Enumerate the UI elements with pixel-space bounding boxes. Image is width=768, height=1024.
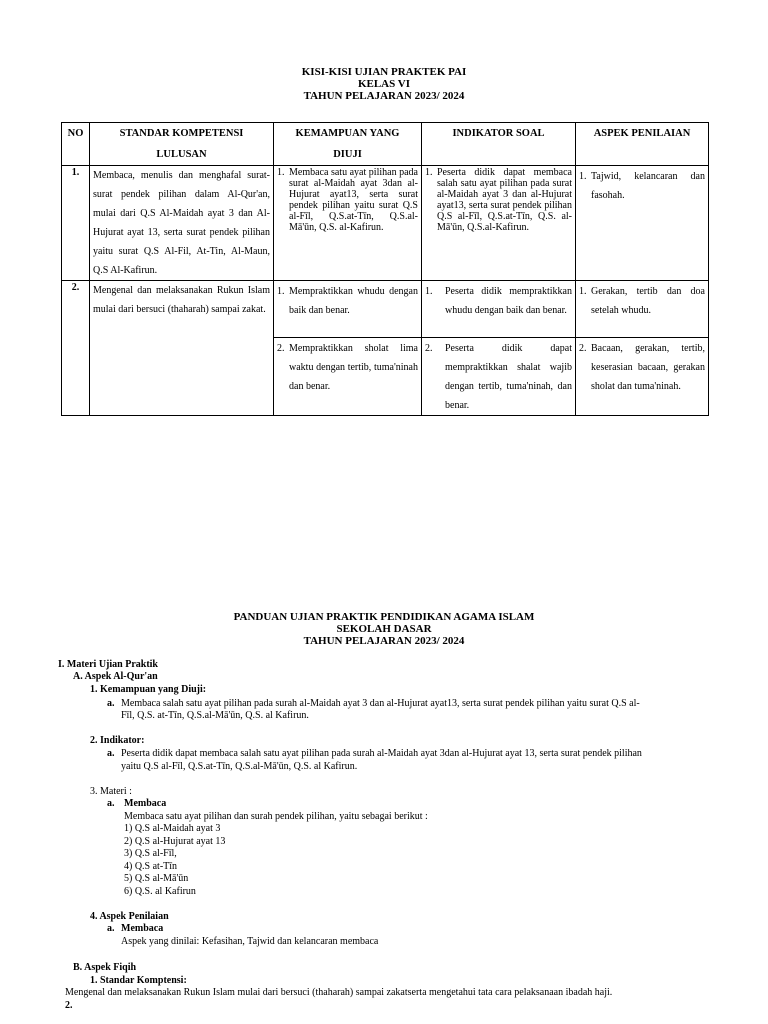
row2-kemampuan-a-cell [274, 281, 422, 338]
row2-indikator-a-num: 1. [425, 286, 433, 297]
row2-kemampuan-a: Mempraktikkan whudu dengan baik dan benar. [289, 286, 418, 316]
indikator-heading: 2. Indikator: [90, 735, 145, 746]
header-standar [90, 123, 274, 166]
row1-aspek-cell [576, 166, 709, 281]
row2-kemampuan-b-num: 2. [277, 343, 285, 354]
header-kemampuan-line2: DIUJI [333, 149, 362, 160]
list-item: 1) Q.S al-Maidah ayat 3 [124, 823, 221, 834]
kemampuan-a-line1: Membaca salah satu ayat pilihan pada surah al-Maidah ayat 3 dan al-Hujurat ayat13, serta surat pendek pilihan yaitu surat Q.S al- [121, 698, 640, 709]
table-header-row [62, 123, 709, 166]
header-standar-line2: LULUSAN [156, 149, 207, 160]
kisi-kisi-table [61, 122, 709, 416]
row1-kemampuan-cell [274, 166, 422, 281]
row1-no: 1. [62, 166, 90, 281]
kisi-title-line2: KELAS VI [357, 78, 411, 90]
kemampuan-a-line2: Fīl, Q.S. at-Tīn, Q.S.al-Mā'ūn, Q.S. al Kafirun. [121, 710, 309, 721]
row2-kemampuan-b-cell [274, 338, 422, 416]
row1-standar: Membaca, menulis dan menghafal surat-surat pendek pilihan dalam Al-Qur'an, mulai dari Q.S Al-Maidah ayat 3 dan Al-Hujurat ayat 13, serta surat pendek pilihan yaitu surat Q.S Al-Fil, At-Tin, Al-Maun, Q.S Al-Kafirun. [90, 166, 274, 281]
row2-standar: Mengenal dan melaksanakan Rukun Islam mulai dari bersuci (thaharah) sampai zakat. [90, 281, 274, 416]
row1-indikator: Peserta didik dapat membaca salah satu ayat pilihan pada surat al-Maidah ayat 3 dan al-Hujurat ayat13, serta surat pendek pilihan Q.S al-Fīl, Q.S.at-Tīn, Q.S. al-Mā'ūn, Q.S.al-Kafirun. [437, 167, 572, 233]
header-standar-line1: STANDAR KOMPETENSI [119, 128, 244, 139]
table-row [62, 166, 709, 281]
indikator-a-label: a. [107, 748, 115, 759]
row1-indikator-cell [422, 166, 576, 281]
row1-kemampuan: Membaca satu ayat pilihan pada surat al-Maidah ayat 3dan al-Hujurat ayat13, serta surat pendek pilihan yaitu surat Q.S al-Fīl, Q.S.at-Tīn, Q.S.al-Mā'ūn, Q.S. al-Kafirun. [289, 167, 418, 233]
header-aspek: ASPEK PENILAIAN [576, 123, 709, 166]
row2-kemampuan-a-num: 1. [277, 286, 285, 297]
header-kemampuan-line1: KEMAMPUAN YANG [295, 128, 400, 139]
kemampuan-heading: 1. Kemampuan yang Diuji: [90, 684, 207, 695]
sub-aspek-fiqih: B. Aspek Fiqih [73, 962, 137, 973]
header-indikator: INDIKATOR SOAL [422, 123, 576, 166]
row2-no: 2. [62, 281, 90, 416]
table-row [62, 281, 709, 338]
row1-indikator-num: 1. [425, 167, 433, 178]
aspek-a-text: Aspek yang dinilai: Kefasihan, Tajwid dan kelancaran membaca [121, 936, 379, 947]
row1-kemampuan-num: 1. [277, 167, 285, 178]
row2-aspek-a-num: 1. [579, 286, 587, 297]
row2-indikator-a-cell [422, 281, 576, 338]
row2-aspek-b-cell [576, 338, 709, 416]
row2-indikator-a: Peserta didik mempraktikkan whudu dengan baik dan benar. [445, 286, 572, 316]
aspek-a-title: Membaca [121, 923, 164, 934]
kemampuan-a-label: a. [107, 698, 115, 709]
materi-heading: 3. Materi : [90, 786, 132, 797]
row2-aspek-a: Gerakan, tertib dan doa setelah whudu. [591, 286, 705, 316]
panduan-title-line2: SEKOLAH DASAR [336, 623, 432, 635]
row2-aspek-b-num: 2. [579, 343, 587, 354]
indikator-a-line2: yaitu Q.S al-Fīl, Q.S.at-Tīn, Q.S.al-Mā'ūn, Q.S. al Kafirun. [121, 761, 358, 772]
row2-aspek-a-cell [576, 281, 709, 338]
list-item: 6) Q.S. al Kafirun [124, 886, 196, 897]
panduan-title-line3: TAHUN PELAJARAN 2023/ 2024 [303, 635, 465, 647]
indikator-a-line1: Peserta didik dapat membaca salah satu ayat pilihan pada surah al-Maidah ayat 3dan al-Hujurat ayat 13, serta surat pendek pilihan [121, 748, 642, 759]
kisi-title-line1: KISI-KISI UJIAN PRAKTEK PAI [301, 66, 467, 78]
list-item: 5) Q.S al-Mā'ūn [124, 873, 189, 884]
row2-kemampuan-b: Mempraktikkan sholat lima waktu dengan tertib, tuma'ninah dan benar. [289, 343, 418, 392]
row2-indikator-b-cell [422, 338, 576, 416]
list-item: 3) Q.S al-Fīl, [124, 848, 177, 859]
next-item-number: 2. [65, 1000, 73, 1011]
list-item: 2) Q.S al-Hujurat ayat 13 [124, 836, 226, 847]
section-materi-ujian: I. Materi Ujian Praktik [58, 659, 158, 670]
row2-aspek-b: Bacaan, gerakan, tertib, keserasian bacaan, gerakan sholat dan tuma'ninah. [591, 343, 705, 392]
row1-aspek: Tajwid, kelancaran dan fasohah. [591, 171, 705, 201]
standar-text: Mengenal dan melaksanakan Rukun Islam mulai dari bersuci (thaharah) sampai zakatserta mengetahui tata cara pelaksanaan ibadah haji. [65, 987, 613, 998]
header-no: NO [62, 123, 90, 166]
aspek-penilaian-heading: 4. Aspek Penilaian [90, 911, 169, 922]
row2-indikator-b-num: 2. [425, 343, 433, 354]
header-kemampuan [274, 123, 422, 166]
panduan-title-line1: PANDUAN UJIAN PRAKTIK PENDIDIKAN AGAMA ISLAM [233, 611, 535, 623]
row1-aspek-num: 1. [579, 171, 587, 182]
list-item: 4) Q.S at-Tīn [124, 861, 178, 872]
sub-aspek-alquran: A. Aspek Al-Qur'an [73, 671, 158, 682]
materi-a-title: Membaca [124, 798, 167, 809]
row2-indikator-b: Peserta didik dapat mempraktikkan shalat wajib dengan tertib, tuma'ninah, dan benar. [445, 343, 572, 411]
aspek-a-label: a. [107, 923, 115, 934]
kisi-title-line3: TAHUN PELAJARAN 2023/ 2024 [303, 90, 465, 102]
materi-intro: Membaca satu ayat pilihan dan surah pendek pilihan, yaitu sebagai berikut : [124, 811, 428, 822]
standar-heading: 1. Standar Komptensi: [90, 975, 187, 986]
materi-a-label: a. [107, 798, 115, 809]
